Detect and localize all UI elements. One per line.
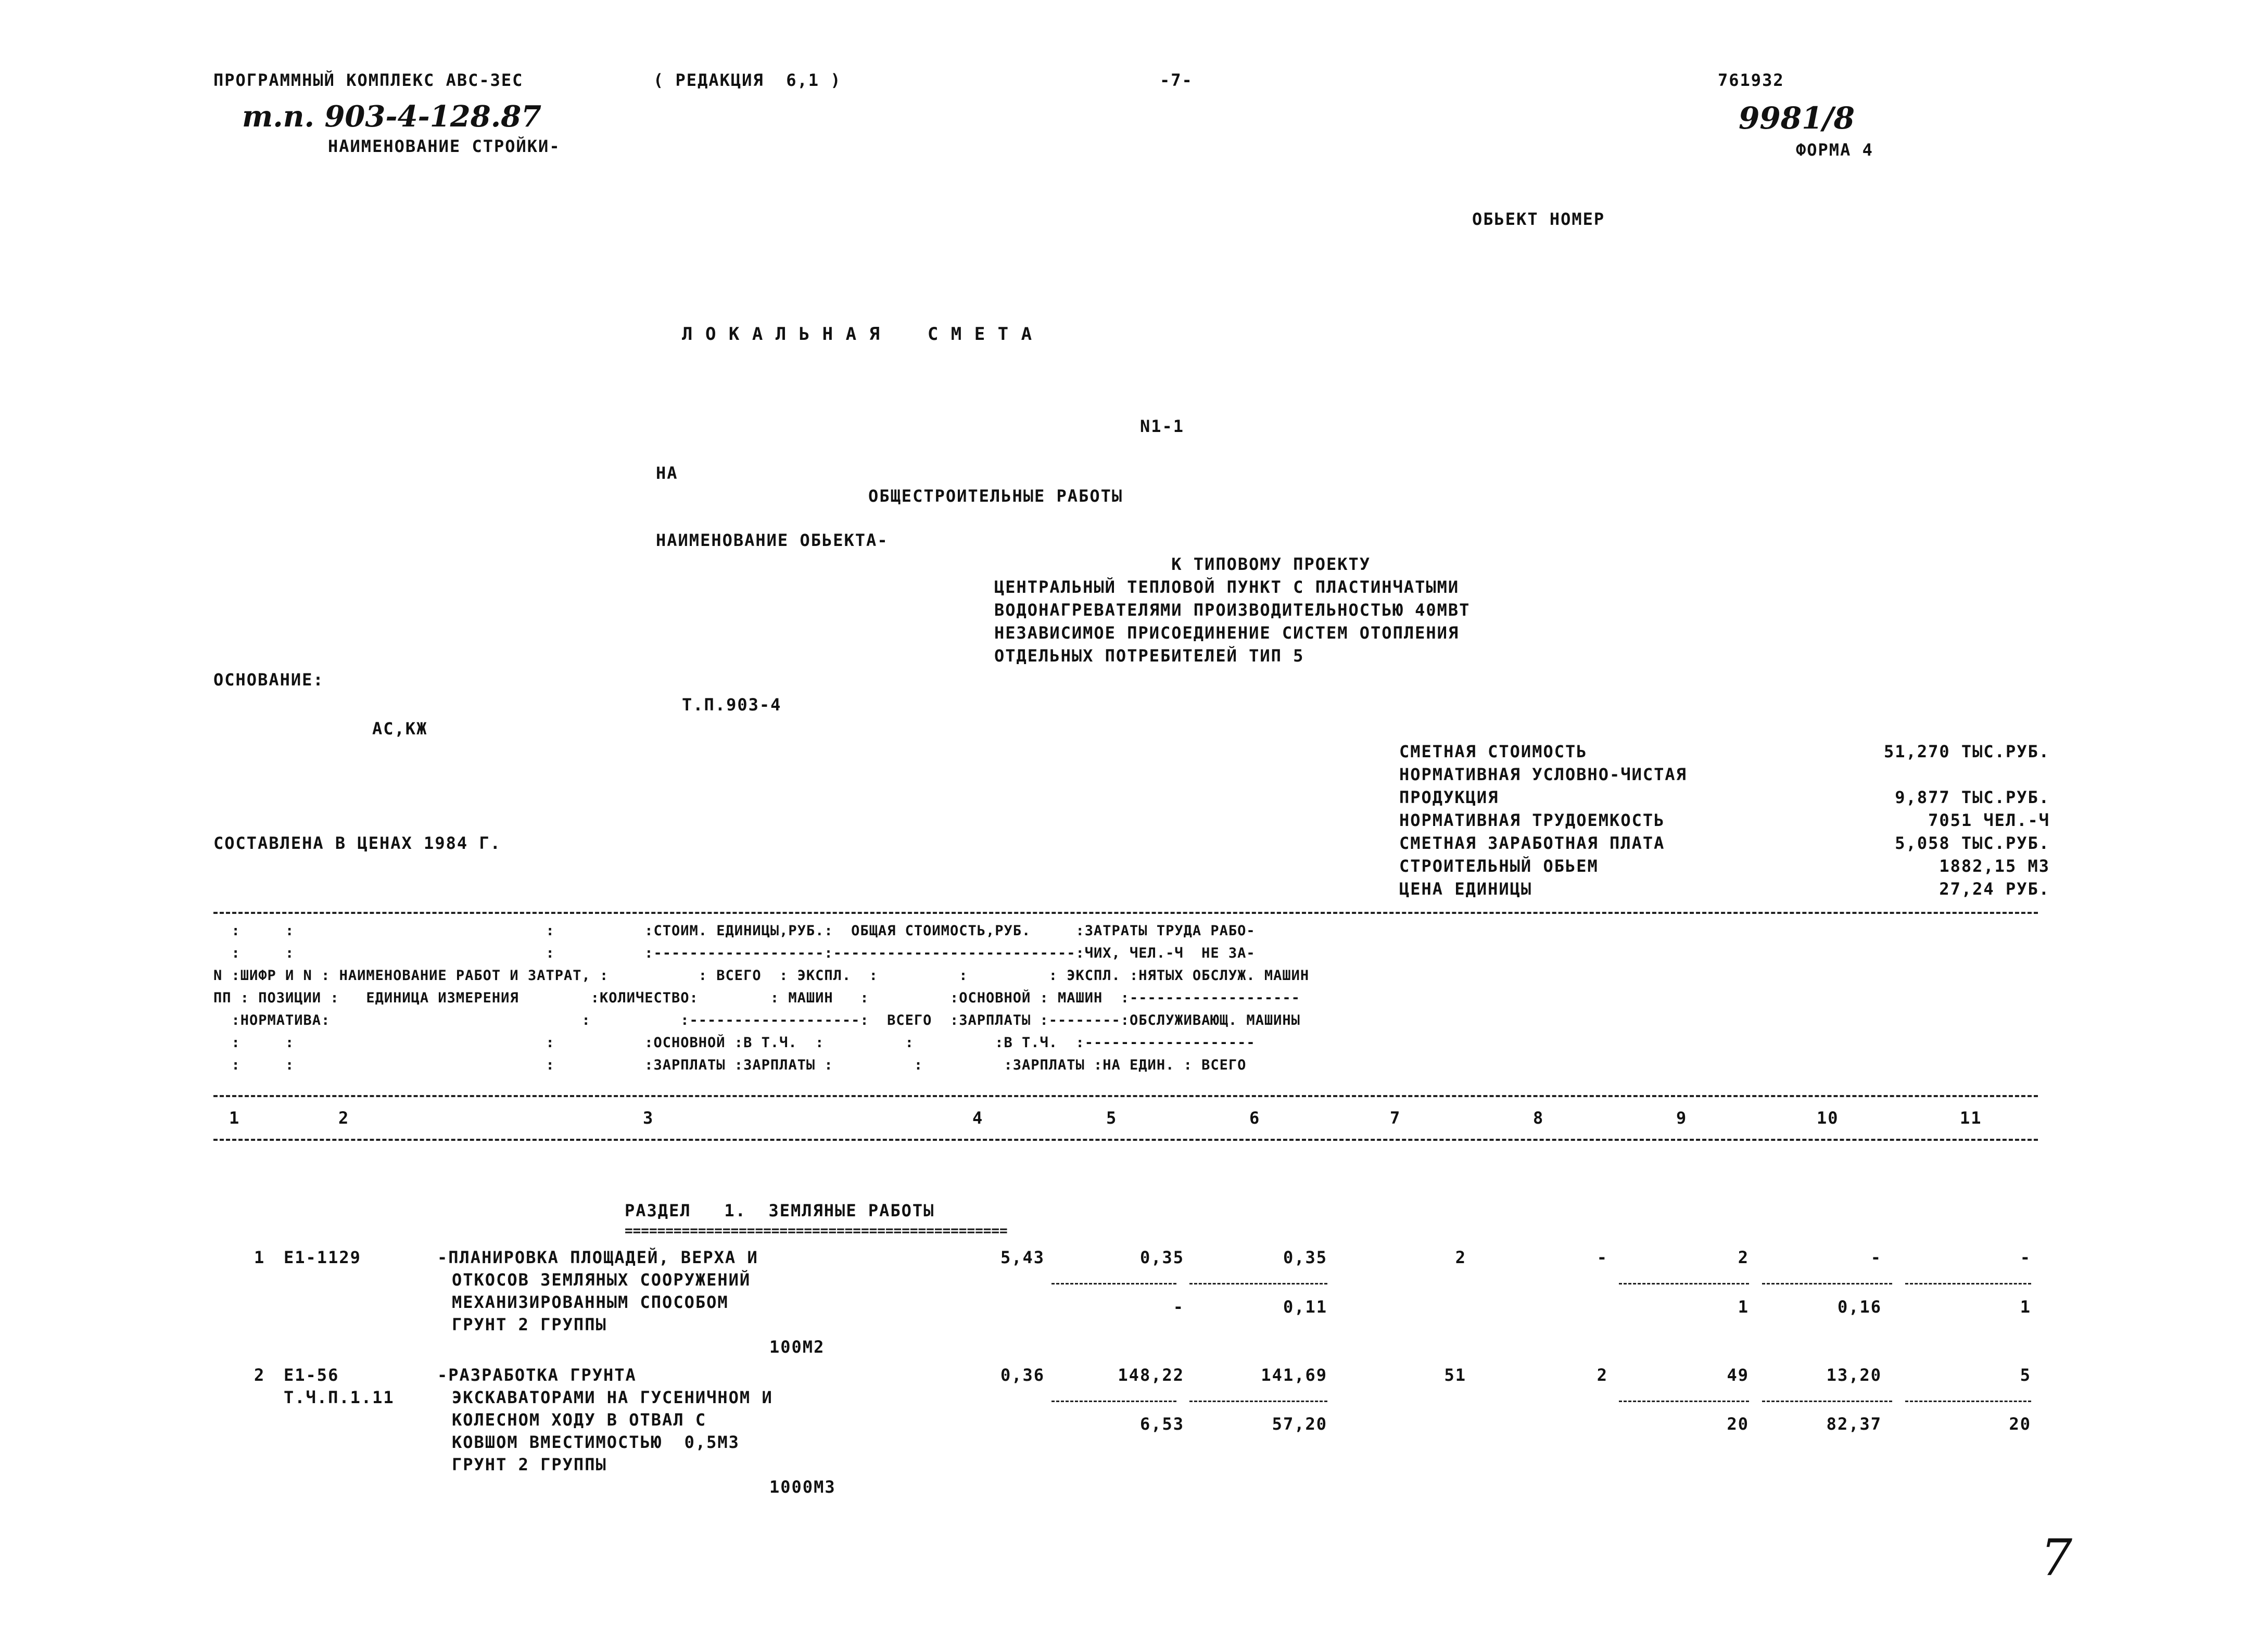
- row-description-line: -ПЛАНИРОВКА ПЛОЩАДЕЙ, ВЕРХА И: [437, 1248, 758, 1267]
- row-quantity: 5,43: [1000, 1248, 1045, 1267]
- row-code: Е1-56: [284, 1365, 339, 1385]
- row-subrule: [1762, 1283, 1892, 1284]
- row-description-line: -РАЗРАБОТКА ГРУНТА: [437, 1365, 637, 1385]
- row-unit-total: 148,22: [1118, 1365, 1184, 1385]
- row-subrule: [1051, 1401, 1176, 1402]
- row-number: 2: [254, 1365, 265, 1385]
- row-subrule: [1905, 1283, 2031, 1284]
- construction-label: НАИМЕНОВАНИЕ СТРОЙКИ-: [328, 136, 561, 156]
- section-title: РАЗДЕЛ 1. ЗЕМЛЯНЫЕ РАБОТЫ: [625, 1201, 935, 1220]
- row-total-machine: 49: [1727, 1365, 1749, 1385]
- column-number: 5: [1106, 1108, 1118, 1128]
- prices-note: СОСТАВЛЕНА В ЦЕНАХ 1984 Г.: [213, 833, 501, 853]
- object-line: ВОДОНАГРЕВАТЕЛЯМИ ПРОИЗВОДИТЕЛЬНОСТЬЮ 40МВТ: [994, 600, 1471, 620]
- row-total: 2: [1455, 1248, 1466, 1267]
- row-total: 51: [1444, 1365, 1466, 1385]
- handwritten-page-mark: 7: [2041, 1529, 2073, 1587]
- row-subrule: [1189, 1401, 1327, 1402]
- row-description-line: МЕХАНИЗИРОВАННЫМ СПОСОБОМ: [452, 1292, 729, 1312]
- table-header-line: : : : :ЗАРПЛАТЫ :ЗАРПЛАТЫ : : :ЗАРПЛАТЫ :НА ЕДИН. : ВСЕГО: [213, 1057, 1247, 1073]
- estimate-number: N1-1: [1140, 416, 1185, 436]
- handwritten-project-ref: т.п. 903-4-128.87: [242, 99, 542, 134]
- column-number: 10: [1817, 1108, 1839, 1128]
- row-labor-unit: 13,20: [1826, 1365, 1882, 1385]
- summary-value: 1882,15 М3: [1939, 856, 2050, 876]
- handwritten-number: 9981/8: [1739, 100, 1855, 136]
- summary-label: НОРМАТИВНАЯ УСЛОВНО-ЧИСТАЯ: [1399, 765, 1687, 784]
- row-subrule: [1905, 1401, 2031, 1402]
- row-unit: 100М2: [769, 1337, 825, 1357]
- table-top-rule: [213, 912, 2038, 914]
- object-line: ЦЕНТРАЛЬНЫЙ ТЕПЛОВОЙ ПУНКТ С ПЛАСТИНЧАТЫМИ: [994, 577, 1460, 597]
- row-description-line: ОТКОСОВ ЗЕМЛЯНЫХ СООРУЖЕНИЙ: [452, 1270, 751, 1290]
- form-label: ФОРМА 4: [1796, 140, 1873, 160]
- table-header-line: ПП : ПОЗИЦИИ : ЕДИНИЦА ИЗМЕРЕНИЯ :КОЛИЧЕСТВО: : МАШИН : :ОСНОВНОЙ : МАШИН :-------------------: [213, 990, 1300, 1006]
- table-header-line: N :ШИФР И N : НАИМЕНОВАНИЕ РАБОТ И ЗАТРАТ, : : ВСЕГО : ЭКСПЛ. : : : ЭКСПЛ. :НЯТЫХ ОБСЛУЖ. МАШИН: [213, 968, 1310, 984]
- column-number: 1: [229, 1108, 240, 1128]
- table-header: [213, 924, 1309, 1080]
- row-labor-total: -: [2020, 1248, 2031, 1267]
- object-line: НЕЗАВИСИМОЕ ПРИСОЕДИНЕНИЕ СИСТЕМ ОТОПЛЕНИЯ: [994, 623, 1460, 643]
- header-bottom-rule: [213, 1095, 2038, 1097]
- summary-row: [1399, 743, 2050, 766]
- summary-label: СМЕТНАЯ СТОИМОСТЬ: [1399, 742, 1588, 761]
- column-number: 4: [972, 1108, 984, 1128]
- document-title: Л О К А Л Ь Н А Я С М Е Т А: [682, 324, 1033, 345]
- row-total-machine: 2: [1738, 1248, 1749, 1267]
- table-header-line: : : : :СТОИМ. ЕДИНИЦЫ,РУБ.: ОБЩАЯ СТОИМОСТЬ,РУБ. :ЗАТРАТЫ ТРУДА РАБО-: [213, 923, 1256, 939]
- summary-label: СТРОИТЕЛЬНЫЙ ОБЬЕМ: [1399, 856, 1599, 876]
- row-description-line: КОЛЕСНОМ ХОДУ В ОТВАЛ С: [452, 1410, 707, 1430]
- summary-value: 27,24 РУБ.: [1939, 879, 2050, 899]
- row-subrule: [1619, 1401, 1749, 1402]
- row-labor-unit: -: [1870, 1248, 1882, 1267]
- summary-row: [1399, 835, 2050, 858]
- row-subrule: [1189, 1283, 1327, 1284]
- row-total-machine-wage: 20: [1727, 1414, 1749, 1434]
- row-description-line: ГРУНТ 2 ГРУППЫ: [452, 1315, 607, 1334]
- summary-label: ПРОДУКЦИЯ: [1399, 787, 1499, 807]
- column-number: 3: [643, 1108, 654, 1128]
- row-description-line: ЭКСКАВАТОРАМИ НА ГУСЕНИЧНОМ И: [452, 1388, 773, 1407]
- summary-value: 5,058 ТЫС.РУБ.: [1895, 833, 2050, 853]
- program-name: ПРОГРАММНЫЙ КОМПЛЕКС АВС-3ЕС: [213, 70, 524, 90]
- row-unit-machine-wage: 57,20: [1272, 1414, 1327, 1434]
- column-number: 9: [1676, 1108, 1688, 1128]
- row-labor-machine-total: 20: [2009, 1414, 2031, 1434]
- work-type: ОБЩЕСТРОИТЕЛЬНЫЕ РАБОТЫ: [868, 486, 1123, 506]
- table-header-line: :НОРМАТИВА: : :-------------------: ВСЕГО :ЗАРПЛАТЫ :--------:ОБСЛУЖИВАЮЩ. МАШИНЫ: [213, 1012, 1300, 1028]
- summary-label: ЦЕНА ЕДИНИЦЫ: [1399, 879, 1532, 899]
- basis-project: Т.П.903-4: [682, 695, 782, 715]
- na-label: НА: [656, 463, 678, 483]
- object-line: К ТИПОВОМУ ПРОЕКТУ: [994, 554, 1371, 574]
- object-name-label: НАИМЕНОВАНИЕ ОБЬЕКТА-: [656, 530, 889, 550]
- table-body-rule: [213, 1139, 2038, 1141]
- summary-row: [1399, 812, 2050, 835]
- row-labor-machine-total: 1: [2020, 1297, 2031, 1317]
- summary-label: НОРМАТИВНАЯ ТРУДОЕМКОСТЬ: [1399, 810, 1665, 830]
- row-quantity: 0,36: [1000, 1365, 1045, 1385]
- table-header-line: : : : :ОСНОВНОЙ :В Т.Ч. : : :В Т.Ч. :-------------------: [213, 1035, 1256, 1051]
- basis-label: ОСНОВАНИЕ:: [213, 670, 324, 690]
- row-unit-machine: 0,35: [1283, 1248, 1327, 1267]
- row-description-line: ГРУНТ 2 ГРУППЫ: [452, 1455, 607, 1474]
- row-code: Е1-1129: [284, 1248, 361, 1267]
- column-number: 6: [1249, 1108, 1261, 1128]
- row-description-line: КОВШОМ ВМЕСТИМОСТЬЮ 0,5М3: [452, 1432, 740, 1452]
- row-number: 1: [254, 1248, 265, 1267]
- column-number: 7: [1390, 1108, 1401, 1128]
- row-code-extra: Т.Ч.П.1.11: [284, 1388, 395, 1407]
- table-header-line: : : : :-------------------:---------------------------:ЧИХ, ЧЕЛ.-Ч НЕ ЗА-: [213, 945, 1256, 961]
- object-line: ОТДЕЛЬНЫХ ПОТРЕБИТЕЛЕЙ ТИП 5: [994, 646, 1304, 666]
- row-unit-total: 0,35: [1139, 1248, 1184, 1267]
- document-code: 761932: [1718, 70, 1784, 90]
- page-number: -7-: [1160, 70, 1193, 90]
- row-unit-machine-wage: 0,11: [1283, 1297, 1327, 1317]
- basis-docs: АС,КЖ: [372, 719, 428, 739]
- column-number-row: [0, 1110, 2268, 1130]
- object-name-block: [994, 556, 1470, 664]
- row-labor-total: 5: [2020, 1365, 2031, 1385]
- object-number-label: ОБЬЕКТ НОМЕР: [1472, 209, 1605, 229]
- row-total-machine-wage: 1: [1738, 1297, 1749, 1317]
- summary-row: [1399, 766, 2050, 789]
- summary-value: 7051 ЧЕЛ.-Ч: [1928, 810, 2050, 830]
- row-unit: 1000М3: [769, 1477, 836, 1497]
- edition-label: ( РЕДАКЦИЯ 6,1 ): [653, 70, 842, 90]
- summary-block: [1399, 743, 2050, 904]
- row-total-wage: -: [1597, 1248, 1608, 1267]
- row-subrule: [1762, 1401, 1892, 1402]
- summary-value: 9,877 ТЫС.РУБ.: [1895, 787, 2050, 807]
- summary-value: 51,270 ТЫС.РУБ.: [1884, 742, 2050, 761]
- row-labor-machine-unit: 0,16: [1837, 1297, 1882, 1317]
- column-number: 11: [1960, 1108, 1982, 1128]
- summary-row: [1399, 789, 2050, 812]
- summary-row: [1399, 858, 2050, 881]
- row-unit-wage: -: [1173, 1297, 1184, 1317]
- row-total-wage: 2: [1597, 1365, 1608, 1385]
- column-number: 2: [338, 1108, 350, 1128]
- row-subrule: [1051, 1283, 1176, 1284]
- summary-row: [1399, 881, 2050, 904]
- section-underline: ===============================================: [625, 1223, 1008, 1239]
- column-number: 8: [1533, 1108, 1544, 1128]
- row-unit-machine: 141,69: [1261, 1365, 1327, 1385]
- row-labor-machine-unit: 82,37: [1826, 1414, 1882, 1434]
- row-unit-wage: 6,53: [1139, 1414, 1184, 1434]
- row-subrule: [1619, 1283, 1749, 1284]
- summary-label: СМЕТНАЯ ЗАРАБОТНАЯ ПЛАТА: [1399, 833, 1665, 853]
